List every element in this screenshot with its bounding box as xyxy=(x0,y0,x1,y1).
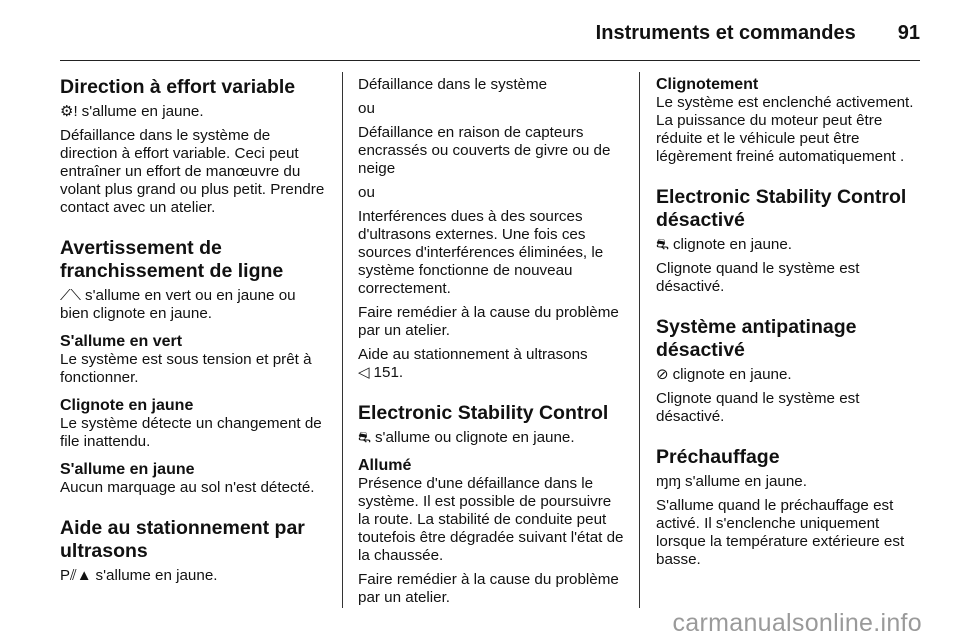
paragraph: Aucun marquage au sol n'est détecté. xyxy=(60,479,315,496)
text-line: s'allume en vert ou en jaune ou bien clignote en jaune. xyxy=(60,287,296,322)
paragraph: Le système est sous tension et prêt à fonctionner. xyxy=(60,351,312,386)
subheading: S'allume en jaune xyxy=(60,461,195,478)
section-title-preheating: Préchauffage xyxy=(656,446,780,468)
column-3 xyxy=(656,76,928,575)
page-title: Instruments et commandes xyxy=(595,21,856,44)
paragraph: Aide au stationnement à ultrasons xyxy=(358,346,588,363)
text-line: clignote en jaune. xyxy=(672,366,792,383)
text-line: s'allume en jaune. xyxy=(95,567,218,584)
column-1 xyxy=(60,76,328,591)
paragraph: ou xyxy=(358,100,375,117)
subheading: Clignote en jaune xyxy=(60,397,194,414)
page-reference-icon: ◁ xyxy=(358,364,370,381)
page-header xyxy=(60,18,920,48)
page-reference: 151. xyxy=(373,364,404,381)
paragraph: Défaillance dans le système de direction à effort variable. Ceci peut entraîner un effort de manœuvre du volant plus grand ou plus petit. Prendre contact avec un atelier. xyxy=(60,127,325,216)
paragraph: Faire remédier à la cause du problème par un atelier. xyxy=(358,571,619,606)
paragraph: Le système détecte un changement de file inattendu. xyxy=(60,415,322,450)
paragraph: Présence d'une défaillance dans le système. Il est possible de poursuivre la route. La stabilité de conduite peut toutefois être dégradée suivant l'état de la chaussée. xyxy=(358,475,624,564)
section-title-traction-off: Système antipatinage désactivé xyxy=(656,316,857,361)
section-title-lane-departure: Avertissement de franchissement de ligne xyxy=(60,237,284,282)
section-title-parking-aid: Aide au stationnement par ultrasons xyxy=(60,517,305,562)
paragraph: Le système est enclenché activement. La puissance du moteur peut être réduite et le véhicule peut être légèrement freiné automatiquement . xyxy=(656,94,914,165)
column-divider-1 xyxy=(342,72,343,608)
text-line: s'allume ou clignote en jaune. xyxy=(374,429,575,446)
text-line: s'allume en jaune. xyxy=(685,473,807,490)
section-title-esc: Electronic Stability Control xyxy=(358,402,609,424)
paragraph: Défaillance dans le système xyxy=(358,76,548,93)
paragraph: ou xyxy=(358,184,375,201)
traction-control-off-icon: ⊘ xyxy=(656,366,669,383)
paragraph: Interférences dues à des sources d'ultrasons externes. Une fois ces sources d'interférences éliminées, le système fonctionne de nouveau correctement. xyxy=(358,208,604,297)
paragraph: Clignote quand le système est désactivé. xyxy=(656,390,860,425)
subheading: Allumé xyxy=(358,457,412,474)
paragraph: S'allume quand le préchauffage est activé. Il s'enclenche uniquement lorsque la température extérieure est basse. xyxy=(656,497,905,568)
text-line: s'allume en jaune. xyxy=(81,103,204,120)
paragraph: Clignote quand le système est désactivé. xyxy=(656,260,860,295)
steering-warning-icon: ⚙! xyxy=(60,103,78,120)
parking-aid-icon: P⫽▲ xyxy=(60,567,92,584)
page-number: 91 xyxy=(897,21,920,44)
esc-icon: ⛐ xyxy=(358,429,371,446)
paragraph: Faire remédier à la cause du problème par un atelier. xyxy=(358,304,619,339)
section-title-direction: Direction à effort variable xyxy=(60,76,296,98)
subheading: S'allume en vert xyxy=(60,333,183,350)
subheading: Clignotement xyxy=(656,76,759,93)
column-2 xyxy=(358,76,624,613)
esc-off-icon: ⛐ xyxy=(656,236,669,253)
text-line: clignote en jaune. xyxy=(672,236,793,253)
paragraph: Défaillance en raison de capteurs encrassés ou couverts de givre ou de neige xyxy=(358,124,611,177)
header-rule xyxy=(60,60,920,61)
lane-departure-icon: ⟋⟍ xyxy=(60,287,82,304)
column-divider-2 xyxy=(639,72,640,608)
section-title-esc-off: Electronic Stability Control désactivé xyxy=(656,186,907,231)
watermark: carmanualsonline.info xyxy=(672,609,922,637)
glow-plug-icon: ɱɱ xyxy=(656,473,681,490)
